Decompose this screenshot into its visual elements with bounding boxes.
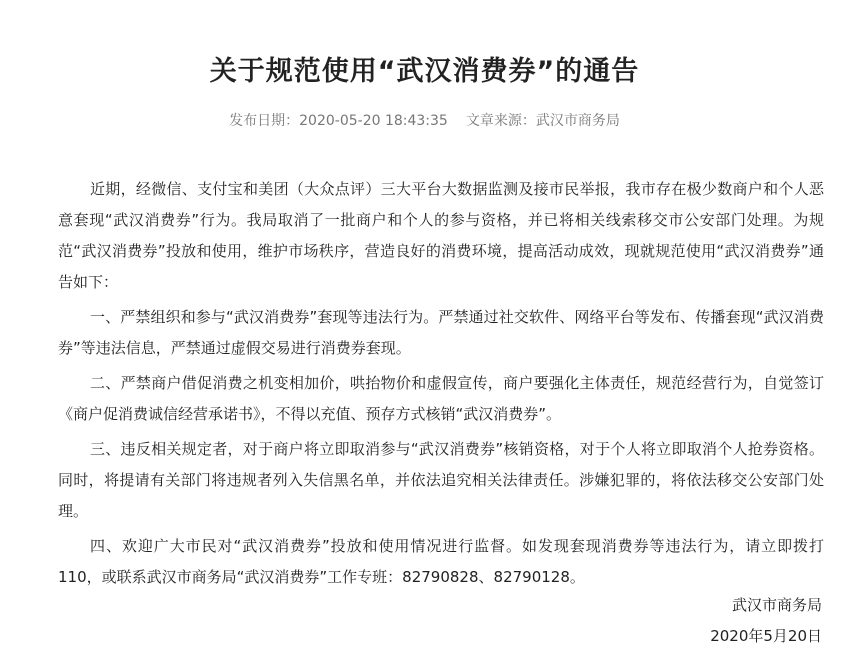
- article-meta: [0, 111, 849, 131]
- paragraph-item-4: 四、欢迎广大市民对“武汉消费券”投放和使用情况进行监督。如发现套现消费券等违法行为，请立即拨打110，或联系武汉市商务局“武汉消费券”工作专班：82790828、82790128。: [58, 537, 824, 586]
- source-name: 武汉市商务局: [535, 113, 620, 129]
- signature-date: 2020年5月20日: [710, 627, 822, 645]
- paragraph-item-3: 三、违反相关规定者，对于商户将立即取消参与“武汉消费券”核销资格，对于个人将立即取消个人抢券资格。同时，将提请有关部门将违规者列入失信黑名单，并依法追究相关法律责任。涉嫌犯罪的，将依法移交公安部门处理。: [58, 440, 824, 520]
- page-title: 关于规范使用“武汉消费券”的通告: [209, 56, 640, 88]
- publish-date-label: 发布日期：: [229, 113, 300, 129]
- signature-org: 武汉市商务局: [731, 596, 822, 614]
- paragraph-item-1: 一、严禁组织和参与“武汉消费券”套现等违法行为。严禁通过社交软件、网络平台等发布、传播套现“武汉消费券”等违法信息，严禁通过虚假交易进行消费券套现。: [58, 308, 824, 357]
- source-label: 文章来源：: [465, 113, 536, 129]
- paragraph-intro: 近期，经微信、支付宝和美团（大众点评）三大平台大数据监测及接市民举报，我市存在极少数商户和个人恶意套现“武汉消费券”行为。我局取消了一批商户和个人的参与资格，并已将相关线索移交市公安部门处理。为规范“武汉消费券”投放和使用，维护市场秩序，营造良好的消费环境，提高活动成效，现就规范使用“武汉消费券”通告如下：: [58, 180, 824, 291]
- paragraph-item-2: 二、严禁商户借促消费之机变相加价，哄抬物价和虚假宣传，商户要强化主体责任，规范经营行为，自觉签订《商户促消费诚信经营承诺书》，不得以充值、预存方式核销“武汉消费券”。: [58, 374, 824, 423]
- article-body: [58, 174, 824, 597]
- publish-date: 2020-05-20 18:43:35: [299, 113, 448, 129]
